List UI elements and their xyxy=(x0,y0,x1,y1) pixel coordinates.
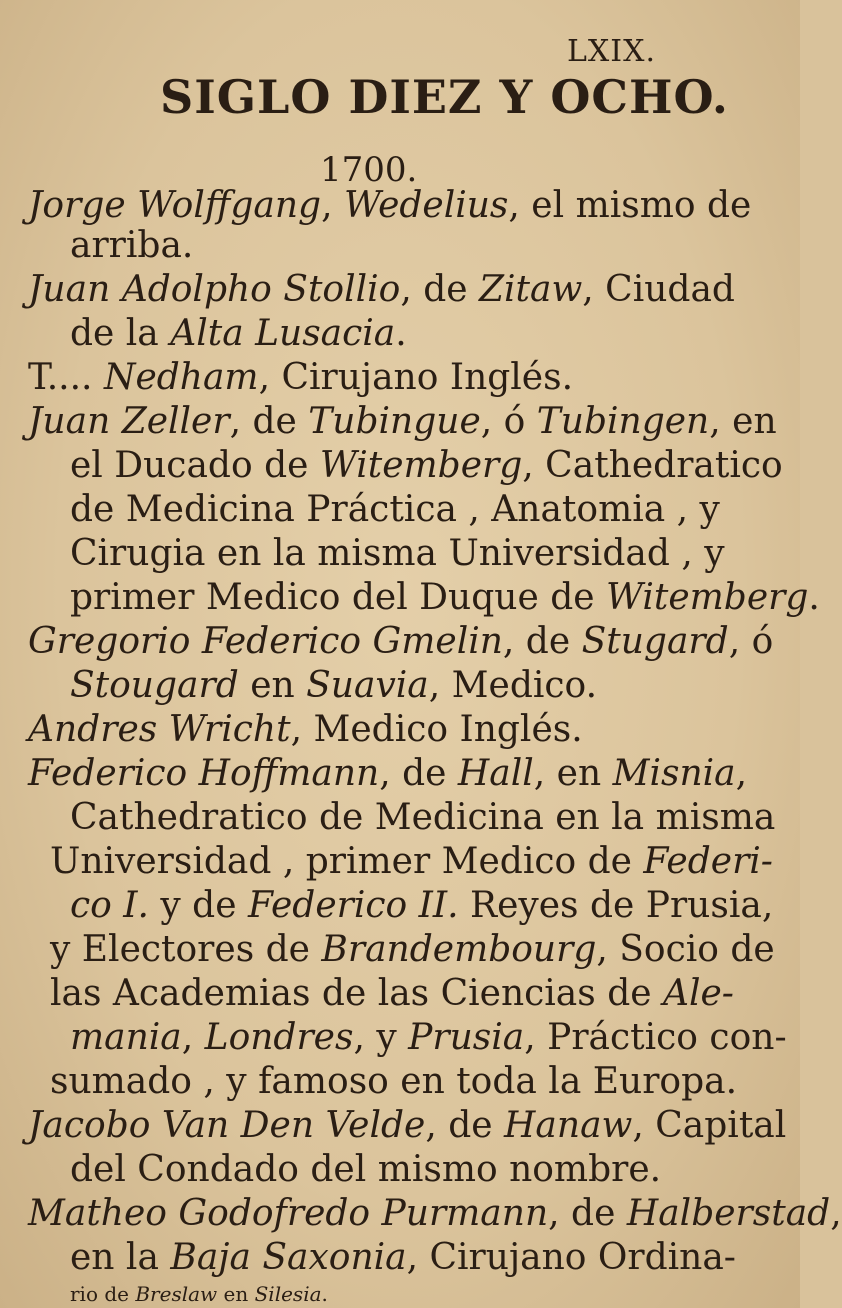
entry-line: Cirugia en la misma Universidad , y xyxy=(70,533,725,574)
year-heading: 1700. xyxy=(320,150,418,190)
entry-line: Gregorio Federico Gmelin, de Stugard, ó xyxy=(28,621,774,662)
entry-line: Federico Hoffmann, de Hall, en Misnia, xyxy=(28,753,748,794)
entry-line: Juan Adolpho Stollio, de Zitaw, Ciudad xyxy=(28,269,735,310)
entry-line: y Electores de Brandembourg, Socio de xyxy=(50,929,775,970)
page-folio: LXIX. xyxy=(567,34,657,69)
entry-line: arriba. xyxy=(70,225,194,266)
entry-line: Jorge Wolffgang, Wedelius, el mismo de xyxy=(28,185,752,226)
entry-line: rio de Breslaw en Silesia. xyxy=(70,1282,328,1306)
entry-line: Cathedratico de Medicina en la misma xyxy=(70,797,776,838)
entry-line: el Ducado de Witemberg, Cathedratico xyxy=(70,445,783,486)
entry-line: Stougard en Suavia, Medico. xyxy=(70,665,598,706)
entry-line: Juan Zeller, de Tubingue, ó Tubingen, en xyxy=(28,401,777,442)
entry-line: sumado , y famoso en toda la Europa. xyxy=(50,1061,738,1102)
entry-line: las Academias de las Ciencias de Ale- xyxy=(50,973,734,1014)
entry-line: Jacobo Van Den Velde, de Hanaw, Capital xyxy=(28,1105,787,1146)
entry-line: T.... Nedham, Cirujano Inglés. xyxy=(28,357,574,398)
entry-line: de Medicina Práctica , Anatomia , y xyxy=(70,489,720,530)
entry-line: de la Alta Lusacia. xyxy=(70,313,407,354)
entry-line: co I. y de Federico II. Reyes de Prusia, xyxy=(70,885,774,926)
entry-line: primer Medico del Duque de Witemberg. xyxy=(70,577,820,618)
entry-line: Matheo Godofredo Purmann, de Halberstad, xyxy=(28,1193,842,1234)
running-head: SIGLO DIEZ Y OCHO. xyxy=(160,70,729,124)
entry-line: del Condado del mismo nombre. xyxy=(70,1149,662,1190)
entry-line: Universidad , primer Medico de Federi- xyxy=(50,841,773,882)
entry-line: mania, Londres, y Prusia, Práctico con- xyxy=(70,1017,787,1058)
entry-line: en la Baja Saxonia, Cirujano Ordina- xyxy=(70,1237,736,1278)
entry-line: Andres Wricht, Medico Inglés. xyxy=(28,709,583,750)
